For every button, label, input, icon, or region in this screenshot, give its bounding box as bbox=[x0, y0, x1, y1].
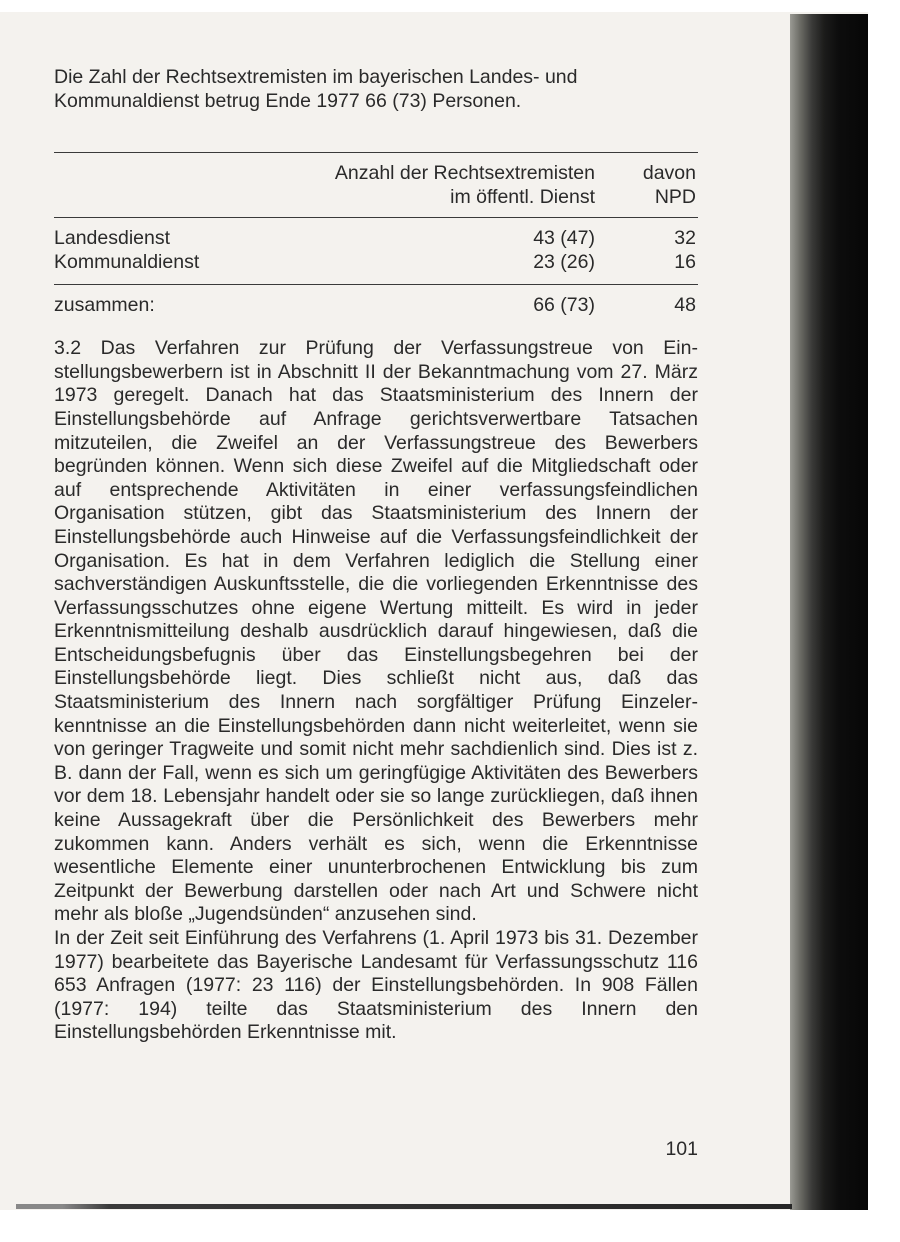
table-header-row-2 bbox=[54, 186, 698, 210]
row-npd: 32 bbox=[674, 227, 696, 250]
table-row bbox=[54, 227, 698, 251]
page-number: 101 bbox=[665, 1138, 698, 1160]
paragraph-statistics: In der Zeit seit Einführung des Verfahrens (1. April 1973 bis 31. Dezember 1977) bearbeitete das Bayerische Landesamt für Verfassungsschutz 116 653 Anfragen (1977: 23 116) der Einstellungsbehörden. In 908 Fällen (1977: 194) teilte das Staatsministerium des Innern den Einstellungsbehörden Erkenntnisse mit. bbox=[54, 927, 698, 1044]
row-count: 23 (26) bbox=[533, 250, 595, 273]
table-body bbox=[54, 227, 698, 274]
header-npd-line2: NPD bbox=[654, 185, 696, 208]
header-count-line1: Anzahl der Rechtsextremisten bbox=[334, 162, 595, 185]
table-total bbox=[54, 294, 698, 318]
scan-top-margin bbox=[0, 0, 900, 12]
paragraph-3-2: 3.2 Das Verfahren zur Prüfung der Verfassungstreue von Einstellungsbewerbern ist in Abschnitt II der Bekanntmachung vom 27. März 1973 geregelt. Danach hat das Staatsministerium des Innern der Einstellungsbehörde auf Anfrage gerichtsverwertbare Tatsachen mitzuteilen, die Zweifel an der Verfassungstreue des Bewerbers begründen können. Wenn sich diese Zweifel auf die Mitgliedschaft oder auf entsprechende Aktivitäten in einer verfassungsfeindlichen Organisation stützen, gibt das Staatsministerium des Innern der Einstellungsbehörde auch Hinweise auf die Verfassungsfeindlichkeit der Organisation. Es hat in dem Verfahren lediglich die Stellung einer sachverständigen Auskunftsstelle, die die vorliegenden Erkenntnisse des Verfassungsschutzes ohne eigene Wertung mitteilt. Es wird in jeder Erkenntnismitteilung deshalb ausdrücklich darauf hingewiesen, daß die Entscheidungsbefugnis über das Einstellungsbegehren bei der Einstellungsbehörde liegt. Dies schließt nicht aus, daß das Staatsministerium des Innern nach sorgfältiger Prüfung Einzelerkenntnisse an die Einstellungsbehörden dann nicht weiterleitet, wenn sie von geringer Tragweite und somit nicht mehr sachdienlich sind. Dies ist z. B. dann der Fall, wenn es sich um geringfügige Aktivitäten des Bewerbers vor dem 18. Lebensjahr handelt oder sie so lange zurückliegen, daß ihnen keine Aussagekraft über die Persönlichkeit des Bewerbers mehr zukommen kann. Anders verhält es sich, wenn die Erkenntnisse wesentliche Elemente einer ununterbrochenen Entwicklung bis zum Zeitpunkt der Bewerbung darstellen oder nach Art und Schwere nicht mehr als bloße „Jugendsünden“ anzusehen sind. bbox=[54, 337, 698, 926]
total-count: 66 (73) bbox=[533, 293, 595, 316]
table-header-rule bbox=[54, 217, 698, 218]
row-count: 43 (47) bbox=[533, 227, 595, 250]
table-header-row-1 bbox=[54, 162, 698, 186]
row-npd: 16 bbox=[674, 250, 696, 273]
table-total-rule bbox=[54, 284, 698, 285]
page-content bbox=[54, 66, 698, 1045]
total-label: zusammen: bbox=[54, 293, 155, 316]
table-row bbox=[54, 251, 698, 275]
table-top-rule bbox=[54, 152, 698, 153]
row-label: Landesdienst bbox=[54, 227, 171, 250]
row-label: Kommunaldienst bbox=[54, 250, 200, 273]
body-text bbox=[54, 337, 698, 1045]
total-npd: 48 bbox=[674, 293, 696, 316]
header-count-line2: im öffentl. Dienst bbox=[450, 185, 595, 208]
page-bottom-edge bbox=[16, 1204, 792, 1209]
table-header bbox=[54, 162, 698, 209]
intro-text: Die Zahl der Rechtsextremisten im bayerischen Landes- und Kommunaldienst betrug Ende 1977 66 (73) Personen. bbox=[54, 66, 578, 112]
intro-paragraph bbox=[54, 66, 698, 113]
table-total-row bbox=[54, 294, 698, 318]
statistics-table bbox=[54, 152, 698, 317]
scan-bottom-margin bbox=[0, 1210, 900, 1242]
header-npd-line1: davon bbox=[642, 162, 696, 185]
scan-right-margin bbox=[868, 0, 900, 1242]
